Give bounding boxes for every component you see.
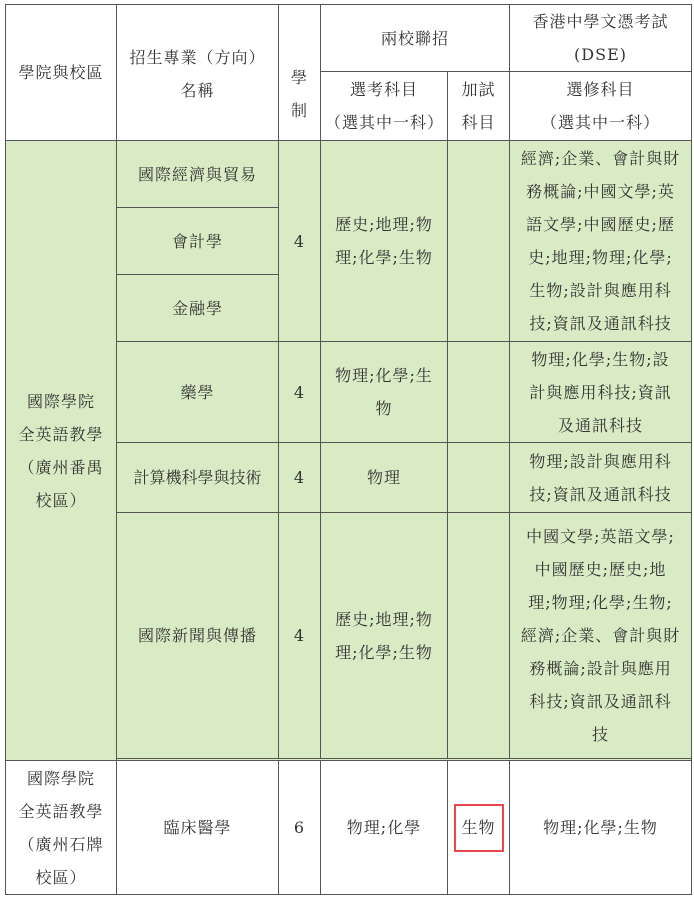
years-clinical-medicine: 6 [279, 761, 321, 895]
elective-pharmacy: 物理;化學;生 物 [321, 342, 448, 443]
extra-clinical-medicine [448, 761, 510, 895]
dse-business: 經濟;企業、會計與財 務概論;中國文學;英 語文學;中國歷史;歷 史;地理;物理;化學; 生物;設計與應用科 技;資訊及通訊科技 [510, 141, 692, 342]
header-extra-exam: 加試 科目 [448, 72, 510, 141]
header-dse-elective: 選修科目 （選其中一科） [510, 72, 692, 141]
major-clinical-medicine: 臨床醫學 [117, 761, 279, 895]
header-college-campus: 學院與校區 [6, 5, 117, 141]
admission-table [5, 4, 692, 895]
header-dse: 香港中學文憑考試 (DSE) [510, 5, 692, 72]
college-cell-shipai: 國際學院 全英語教學 （廣州石牌 校區） [6, 761, 117, 895]
major-accounting: 會計學 [117, 208, 279, 275]
years-journalism: 4 [279, 513, 321, 759]
extra-pharmacy [448, 342, 510, 443]
dse-pharmacy: 物理;化學;生物;設 計與應用科技;資訊 及通訊科技 [510, 342, 692, 443]
header-joint-exam: 兩校聯招 [321, 5, 510, 72]
extra-journalism [448, 513, 510, 759]
dse-clinical-medicine: 物理;化學;生物 [510, 761, 692, 895]
major-international-trade: 國際經濟與貿易 [117, 141, 279, 208]
major-pharmacy: 藥學 [117, 342, 279, 443]
elective-clinical-medicine: 物理;化學 [321, 761, 448, 895]
elective-business: 歷史;地理;物 理;化學;生物 [321, 141, 448, 342]
elective-journalism: 歷史;地理;物 理;化學;生物 [321, 513, 448, 759]
header-elective: 選考科目 （選其中一科） [321, 72, 448, 141]
dse-cs: 物理;設計與應用科 技;資訊及通訊科技 [510, 443, 692, 513]
elective-cs: 物理 [321, 443, 448, 513]
major-journalism: 國際新聞與傳播 [117, 513, 279, 759]
extra-business [448, 141, 510, 342]
years-pharmacy: 4 [279, 342, 321, 443]
college-cell-panyu: 國際學院 全英語教學 （廣州番禺 校區） [6, 141, 117, 761]
years-business: 4 [279, 141, 321, 342]
highlighted-extra-subject: 生物 [454, 804, 504, 852]
header-duration: 學制 [279, 5, 321, 141]
major-computer-science: 計算機科學與技術 [117, 443, 279, 513]
years-cs: 4 [279, 443, 321, 513]
dse-journalism: 中國文學;英語文學; 中國歷史;歷史;地 理;物理;化學;生物; 經濟;企業、會計與財 務概論;設計與應用 科技;資訊及通訊科 技 [510, 513, 692, 759]
extra-cs [448, 443, 510, 513]
major-finance: 金融學 [117, 275, 279, 342]
header-major-name: 招生專業（方向） 名稱 [117, 5, 279, 141]
